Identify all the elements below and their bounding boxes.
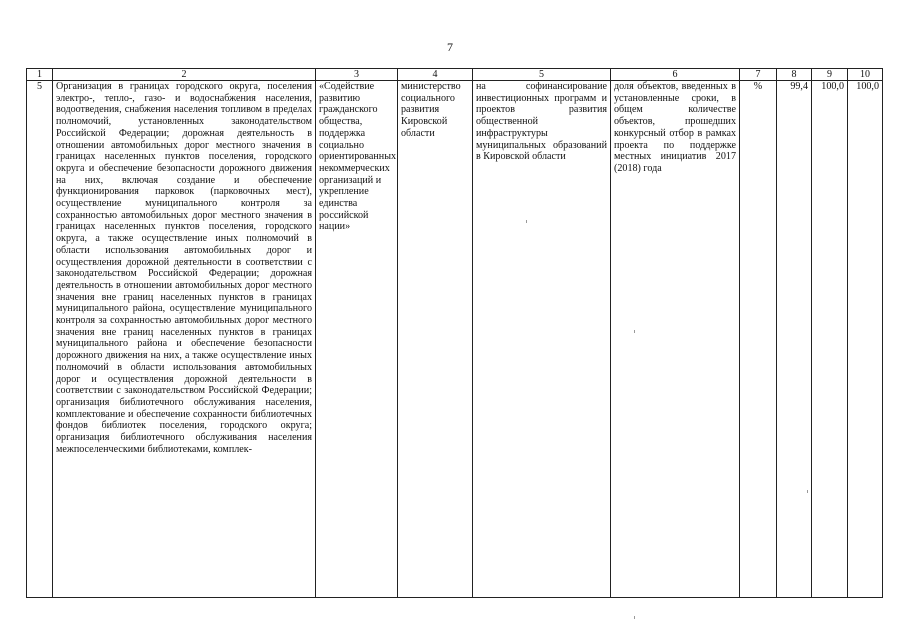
row-number-cell: [27, 81, 53, 598]
value-col-8: 99,4: [790, 81, 808, 92]
subsidy-table: [26, 68, 883, 598]
authority-cell: [53, 81, 316, 598]
header-col-7: 7: [740, 69, 777, 81]
purpose-text: на софинансирование инвестиционных программ и проектов развития общественной инфраструктуры муниципальных образований в Кировской области: [476, 81, 607, 163]
unit-value: %: [753, 81, 763, 92]
scan-speck: [634, 330, 635, 333]
scan-speck: [634, 616, 635, 619]
indicator-text: доля объектов, введенных в установленные сроки, в общем количестве объектов, прошедших конкурсный отбор в рамках проекта по поддержке местных инициатив 2017 (2018) года: [614, 81, 736, 174]
row-number: 5: [36, 81, 43, 92]
header-col-6: 6: [611, 69, 740, 81]
header-col-9: 9: [812, 69, 848, 81]
program-cell: [316, 81, 398, 598]
program-text: «Содействие развитию гражданского общества, поддержка социально ориентированных некоммерческих организаций и укрепление единства российской нации»: [319, 81, 397, 233]
header-col-3: 3: [316, 69, 398, 81]
value-col-9-cell: [812, 81, 848, 598]
header-col-5: 5: [473, 69, 611, 81]
header-col-10: 10: [848, 69, 883, 81]
scan-speck: [526, 220, 527, 223]
ministry-cell: [398, 81, 473, 598]
value-col-10: 100,0: [856, 81, 879, 92]
authority-text: Организация в границах городского округа, поселения электро-, тепло-, газо- и водоснабжения населения, водоотведения, снабжения населения топливом в пределах полномочий, установленных законодательством Российской Федерации; дорожная деятельность в отношении автомобильных дорог местного значения в границах населенных пунктов поселения, городского округа и обеспечение безопасности дорожного движения на них, включая создание и обеспечение функционирования парковок (парковочных мест), осуществление муниципального контроля за сохранностью автомобильных дорог местного значения в границах населенных пунктов поселения, городского округа, а также осуществление иных полномочий в области использования автомобильных дорог и осуществления дорожной деятельности в соответствии с законодательством Российской Федерации; дорожная деятельность в отношении автомобильных дорог местного значения вне границ населенных пунктов в границах муниципального района, осуществление муниципального контроля за сохранностью автомобильных дорог местного значения вне границ населенных пунктов в границах муниципального района и обеспечение безопасности дорожного движения на них, а также осуществление иных полномочий в области использования автомобильных дорог и осуществления дорожной деятельности в соответствии с законодательством Российской Федерации; организация библиотечного обслуживания населения, комплектование и обеспечение сохранности библиотечных фондов библиотек поселения, городского округа; организация библиотечного обслуживания населения межпоселенческими библиотеками, комплек-: [56, 81, 312, 455]
header-col-2: 2: [53, 69, 316, 81]
scan-speck: [807, 490, 808, 493]
table-row: [27, 81, 883, 598]
value-col-9: 100,0: [821, 81, 844, 92]
header-col-8: 8: [777, 69, 812, 81]
unit-cell: [740, 81, 777, 598]
table-header-row: [27, 69, 883, 81]
header-col-1: 1: [27, 69, 53, 81]
value-col-10-cell: [848, 81, 883, 598]
ministry-text: министерство социального развития Кировской области: [401, 81, 461, 139]
page-number: 7: [447, 40, 453, 54]
value-col-8-cell: [777, 81, 812, 598]
header-col-4: 4: [398, 69, 473, 81]
purpose-cell: [473, 81, 611, 598]
indicator-cell: [611, 81, 740, 598]
